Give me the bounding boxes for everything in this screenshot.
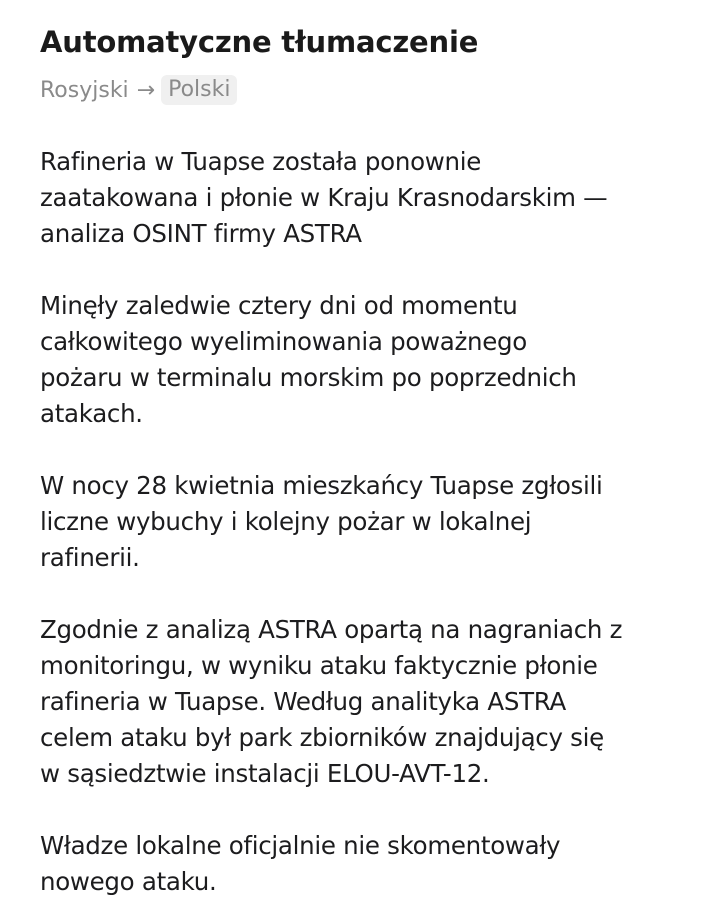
translated-text [40,144,680,900]
text-line: analiza OSINT firmy ASTRA [40,219,362,248]
page-title: Automatyczne tłumaczenie [40,25,479,59]
paragraph [40,828,680,900]
paragraph [40,468,680,576]
text-line: Władze lokalne oficjalnie nie skomentowały [40,831,561,860]
paragraph [40,612,680,792]
text-line: monitoringu, w wyniku ataku faktycznie płonie [40,651,598,680]
text-line: Zgodnie z analizą ASTRA opartą na nagraniach z [40,615,623,644]
source-language: Rosyjski [40,77,129,103]
text-line: liczne wybuchy i kolejny pożar w lokalnej [40,507,532,536]
language-pair [40,74,680,106]
text-line: celem ataku był park zbiorników znajdujący się [40,723,604,752]
text-line: nowego ataku. [40,867,217,896]
text-line: rafineria w Tuapse. Według analityka ASTRA [40,687,566,716]
text-line: pożaru w terminalu morskim po poprzednich [40,363,577,392]
text-line: rafinerii. [40,543,140,572]
text-line: W nocy 28 kwietnia mieszkańcy Tuapse zgłosili [40,471,603,500]
text-line: zaatakowana i płonie w Kraju Krasnodarskim — [40,183,608,212]
paragraph [40,288,680,432]
paragraph [40,144,680,252]
text-line: w sąsiedztwie instalacji ELOU-AVT-12. [40,759,490,788]
text-line: całkowitego wyeliminowania poważnego [40,327,528,356]
text-line: atakach. [40,399,143,428]
text-line: Rafineria w Tuapse została ponownie [40,147,482,176]
target-language-badge[interactable]: Polski [161,75,237,105]
arrow-right-icon: → [136,77,156,103]
text-line: Minęły zaledwie cztery dni od momentu [40,291,518,320]
